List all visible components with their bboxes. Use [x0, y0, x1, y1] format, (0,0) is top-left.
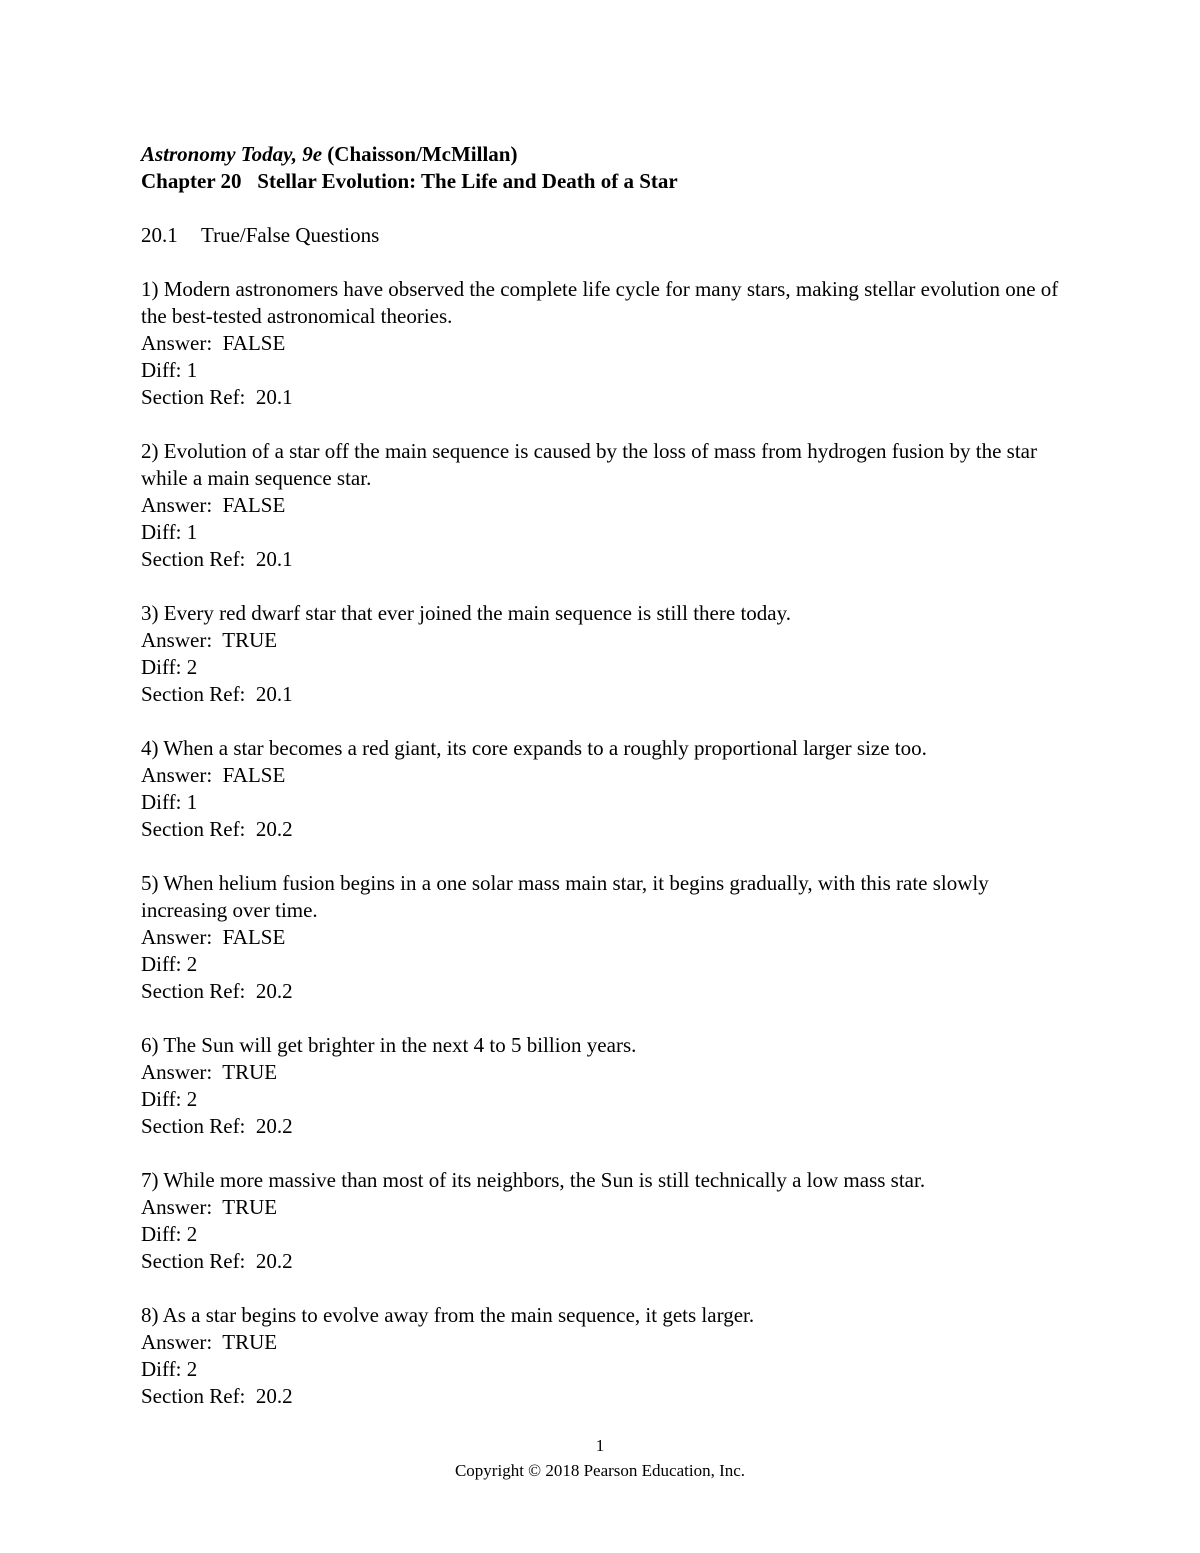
copyright-notice: Copyright © 2018 Pearson Education, Inc.: [454, 1461, 746, 1480]
page-number: 1: [595, 1436, 605, 1455]
book-title-line: [141, 141, 1071, 168]
answer-line-label: Answer:: [141, 1195, 213, 1219]
answer-line: [141, 492, 1071, 519]
section-ref-line-value: 20.1: [255, 682, 293, 706]
question-item: [141, 1167, 1071, 1275]
question-item: [141, 870, 1071, 1005]
section-ref-line-label: Section Ref:: [141, 817, 246, 841]
difficulty-line-value: 2: [186, 655, 198, 679]
question-item: [141, 600, 1071, 708]
section-ref-line-value: 20.2: [255, 817, 293, 841]
difficulty-line-label: Diff:: [141, 790, 182, 814]
question-text: 3) Every red dwarf star that ever joined the main sequence is still there today.: [141, 601, 791, 625]
difficulty-line-label: Diff:: [141, 655, 182, 679]
question-text: 7) While more massive than most of its neighbors, the Sun is still technically a low mass star.: [141, 1168, 926, 1192]
question-text: 8) As a star begins to evolve away from the main sequence, it gets larger.: [141, 1303, 755, 1327]
question-item: [141, 276, 1071, 411]
section-ref-line-value: 20.2: [255, 1384, 293, 1408]
chapter-title-text: Chapter 20 Stellar Evolution: The Life and Death of a Star: [141, 169, 678, 193]
question-text: 1) Modern astronomers have observed the complete life cycle for many stars, making stellar evolution one of the best-tested astronomical theories.: [141, 277, 1059, 328]
difficulty-line: [141, 789, 1071, 816]
question-item: [141, 1032, 1071, 1140]
question-text: 2) Evolution of a star off the main sequence is caused by the loss of mass from hydrogen fusion by the star while a main sequence star.: [141, 439, 1037, 490]
section-ref-line: [141, 1248, 1071, 1275]
answer-line-value: TRUE: [222, 1330, 278, 1354]
answer-line-value: FALSE: [222, 925, 286, 949]
difficulty-line: [141, 1086, 1071, 1113]
difficulty-line: [141, 654, 1071, 681]
answer-line-label: Answer:: [141, 1060, 213, 1084]
answer-line-value: FALSE: [222, 493, 286, 517]
section-ref-line-label: Section Ref:: [141, 547, 246, 571]
answer-line: [141, 1059, 1071, 1086]
difficulty-line: [141, 519, 1071, 546]
answer-line-label: Answer:: [141, 628, 213, 652]
section-ref-line-value: 20.1: [255, 547, 293, 571]
section-title: True/False Questions: [201, 223, 380, 247]
difficulty-line-value: 1: [186, 790, 198, 814]
answer-line-label: Answer:: [141, 493, 213, 517]
difficulty-line-value: 1: [186, 520, 198, 544]
difficulty-line: [141, 951, 1071, 978]
answer-line-value: FALSE: [222, 331, 286, 355]
section-heading: [141, 222, 1071, 249]
section-ref-line: [141, 978, 1071, 1005]
section-ref-line-label: Section Ref:: [141, 979, 246, 1003]
answer-line-value: TRUE: [222, 1060, 278, 1084]
section-ref-line-label: Section Ref:: [141, 385, 246, 409]
section-ref-line: [141, 816, 1071, 843]
answer-line-value: TRUE: [222, 628, 278, 652]
section-ref-line-label: Section Ref:: [141, 682, 246, 706]
section-ref-line: [141, 1383, 1071, 1410]
question-text: 4) When a star becomes a red giant, its core expands to a roughly proportional larger size too.: [141, 736, 927, 760]
answer-line-label: Answer:: [141, 925, 213, 949]
answer-line: [141, 762, 1071, 789]
question-text: 5) When helium fusion begins in a one solar mass main star, it begins gradually, with this rate slowly increasing over time.: [141, 871, 989, 922]
difficulty-line-value: 1: [186, 358, 198, 382]
section-ref-line-label: Section Ref:: [141, 1114, 246, 1138]
section-ref-line-label: Section Ref:: [141, 1384, 246, 1408]
difficulty-line-label: Diff:: [141, 1357, 182, 1381]
difficulty-line-value: 2: [186, 1222, 198, 1246]
section-ref-line: [141, 384, 1071, 411]
page-content: [141, 141, 1071, 1410]
answer-line-label: Answer:: [141, 763, 213, 787]
difficulty-line: [141, 1221, 1071, 1248]
difficulty-line: [141, 1356, 1071, 1383]
section-number: 20.1: [141, 223, 178, 247]
question-item: [141, 438, 1071, 573]
answer-line-value: TRUE: [222, 1195, 278, 1219]
answer-line-value: FALSE: [222, 763, 286, 787]
difficulty-line-label: Diff:: [141, 952, 182, 976]
difficulty-line-label: Diff:: [141, 520, 182, 544]
question-text: 6) The Sun will get brighter in the next 4 to 5 billion years.: [141, 1033, 637, 1057]
answer-line: [141, 1194, 1071, 1221]
section-ref-line: [141, 681, 1071, 708]
difficulty-line-value: 2: [186, 1087, 198, 1111]
chapter-title: [141, 168, 1071, 195]
question-item: [141, 735, 1071, 843]
difficulty-line-value: 2: [186, 1357, 198, 1381]
book-authors: (Chaisson/McMillan): [327, 142, 518, 166]
section-ref-line-label: Section Ref:: [141, 1249, 246, 1273]
answer-line: [141, 924, 1071, 951]
answer-line-label: Answer:: [141, 331, 213, 355]
answer-line: [141, 330, 1071, 357]
section-ref-line: [141, 1113, 1071, 1140]
section-ref-line-value: 20.1: [255, 385, 293, 409]
difficulty-line-label: Diff:: [141, 1222, 182, 1246]
section-ref-line: [141, 546, 1071, 573]
section-ref-line-value: 20.2: [255, 979, 293, 1003]
answer-line: [141, 1329, 1071, 1356]
question-list: [141, 276, 1071, 1410]
book-title: Astronomy Today, 9e: [141, 142, 323, 166]
section-ref-line-value: 20.2: [255, 1249, 293, 1273]
answer-line: [141, 627, 1071, 654]
section-ref-line-value: 20.2: [255, 1114, 293, 1138]
answer-line-label: Answer:: [141, 1330, 213, 1354]
question-item: [141, 1302, 1071, 1410]
difficulty-line-label: Diff:: [141, 1087, 182, 1111]
difficulty-line: [141, 357, 1071, 384]
difficulty-line-label: Diff:: [141, 358, 182, 382]
difficulty-line-value: 2: [186, 952, 198, 976]
